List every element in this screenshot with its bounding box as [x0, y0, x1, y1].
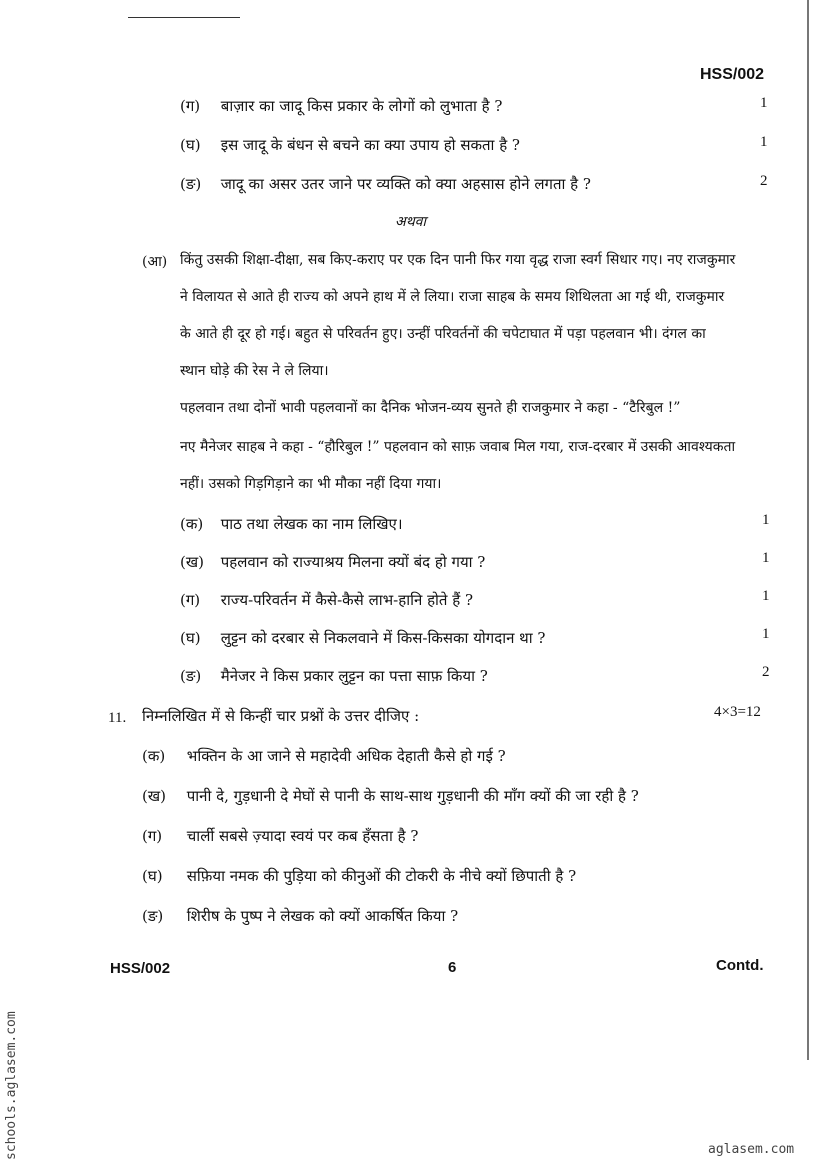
q10-item-text: इस जादू के बंधन से बचने का क्या उपाय हो सकता है ?	[220, 136, 520, 154]
q11-marks: 4×3=12	[714, 704, 761, 720]
or-divider: अथवा	[395, 214, 427, 230]
q10-item-label: (ङ)	[180, 175, 202, 193]
passage-question-ka	[180, 514, 403, 534]
q11-item-label: (ग)	[142, 827, 163, 845]
scan-line-top	[128, 17, 240, 18]
q11-number: 11.	[108, 710, 127, 726]
q11-item-label: (घ)	[142, 867, 163, 885]
scan-border-right	[807, 0, 809, 1060]
q10-item-label: (घ)	[180, 136, 201, 154]
page-number: 6	[448, 959, 457, 976]
passage-question-nga	[180, 666, 488, 686]
passage-line: के आते ही दूर हो गई। बहुत से परिवर्तन हुए। उन्हीं परिवर्तनों की चपेटाघात में पड़ा पहलवान भी। दंगल का	[180, 326, 706, 342]
q11-item-ka	[142, 746, 506, 766]
passage-paragraph-2	[180, 398, 770, 511]
q11-item-text: शिरीष के पुष्प ने लेखक को क्यों आकर्षित किया ?	[186, 907, 459, 925]
q11-item-text: पानी दे, गुड़धानी दे मेघों से पानी के साथ-साथ गुड़धानी की माँग क्यों की जा रही है ?	[186, 787, 639, 805]
q10-item-label: (ग)	[180, 97, 201, 115]
passage-label: (आ)	[142, 254, 168, 270]
watermark-side: schools.aglasem.com	[4, 1011, 19, 1160]
q11-item-ga	[142, 826, 418, 846]
passage-question-ga	[180, 590, 473, 610]
passage-line: नए मैनेजर साहब ने कहा - “हौरिबुल !” पहलवान को साफ़ जवाब मिल गया, राज-दरबार में उसकी आवश्यकता	[180, 439, 736, 455]
q10-item-nga	[180, 174, 591, 194]
passage-paragraph-1	[180, 250, 770, 398]
passage-question-marks: 1	[762, 550, 770, 566]
passage-question-label: (ग)	[180, 591, 201, 609]
passage-question-marks: 1	[762, 588, 770, 604]
passage-question-label: (ख)	[180, 553, 204, 571]
q10-item-ga	[180, 96, 502, 116]
passage-question-marks: 1	[762, 626, 770, 642]
q11-item-text: चार्ली सबसे ज़्यादा स्वयं पर कब हँसता है ?	[186, 827, 419, 845]
passage-question-gha	[180, 628, 545, 648]
q11-item-label: (ङ)	[142, 907, 164, 925]
q11-item-label: (क)	[142, 747, 166, 765]
q11-item-kha	[142, 786, 639, 806]
passage-question-text: पाठ तथा लेखक का नाम लिखिए।	[220, 515, 403, 533]
q11-prompt: निम्नलिखित में से किन्हीं चार प्रश्नों के उत्तर दीजिए :	[142, 707, 420, 725]
watermark-corner: aglasem.com	[708, 1142, 795, 1157]
passage-question-text: लुट्टन को दरबार से निकलवाने में किस-किसका योगदान था ?	[220, 629, 546, 647]
q10-item-marks: 1	[760, 95, 768, 111]
passage-question-text: पहलवान को राज्याश्रय मिलना क्यों बंद हो गया ?	[220, 553, 486, 571]
passage-question-marks: 2	[762, 664, 770, 680]
q11-item-text: भक्तिन के आ जाने से महादेवी अधिक देहाती कैसे हो गई ?	[186, 747, 506, 765]
passage-question-text: राज्य-परिवर्तन में कैसे-कैसे लाभ-हानि होते हैं ?	[220, 591, 474, 609]
q10-item-marks: 2	[760, 173, 768, 189]
page-code-footer: HSS/002	[110, 960, 171, 977]
passage-question-label: (घ)	[180, 629, 201, 647]
q11-item-text: सफ़िया नमक की पुड़िया को कीनुओं की टोकरी के नीचे क्यों छिपाती है ?	[186, 867, 577, 885]
passage-line: पहलवान तथा दोनों भावी पहलवानों का दैनिक भोजन-व्यय सुनते ही राजकुमार ने कहा - “टैरिबुल !”	[180, 400, 681, 416]
q10-item-gha	[180, 135, 520, 155]
passage-line: स्थान घोड़े की रेस ने ले लिया।	[180, 363, 329, 379]
passage-line: किंतु उसकी शिक्षा-दीक्षा, सब किए-कराए पर एक दिन पानी फिर गया वृद्ध राजा स्वर्ग सिधार गए। नए राजकुमार	[180, 252, 736, 268]
page-code-header: HSS/002	[700, 66, 765, 83]
q10-item-text: बाज़ार का जादू किस प्रकार के लोगों को लुभाता है ?	[220, 97, 503, 115]
passage-question-label: (ङ)	[180, 667, 202, 685]
q11-item-gha	[142, 866, 576, 886]
continued-label: Contd.	[716, 957, 764, 974]
q10-item-text: जादू का असर उतर जाने पर व्यक्ति को क्या अहसास होने लगता है ?	[220, 175, 591, 193]
q10-item-marks: 1	[760, 134, 768, 150]
passage-question-marks: 1	[762, 512, 770, 528]
q11-item-label: (ख)	[142, 787, 166, 805]
passage-question-label: (क)	[180, 515, 204, 533]
q11-item-nga	[142, 906, 458, 926]
passage-line: ने विलायत से आते ही राज्य को अपने हाथ में ले लिया। राजा साहब के समय शिथिलता आ गई थी, राजकुमार	[180, 289, 725, 305]
passage-question-kha	[180, 552, 485, 572]
passage-question-text: मैनेजर ने किस प्रकार लुट्टन का पत्ता साफ़ किया ?	[220, 667, 488, 685]
passage-line: नहीं। उसको गिड़गिड़ाने का भी मौका नहीं दिया गया।	[180, 476, 442, 492]
